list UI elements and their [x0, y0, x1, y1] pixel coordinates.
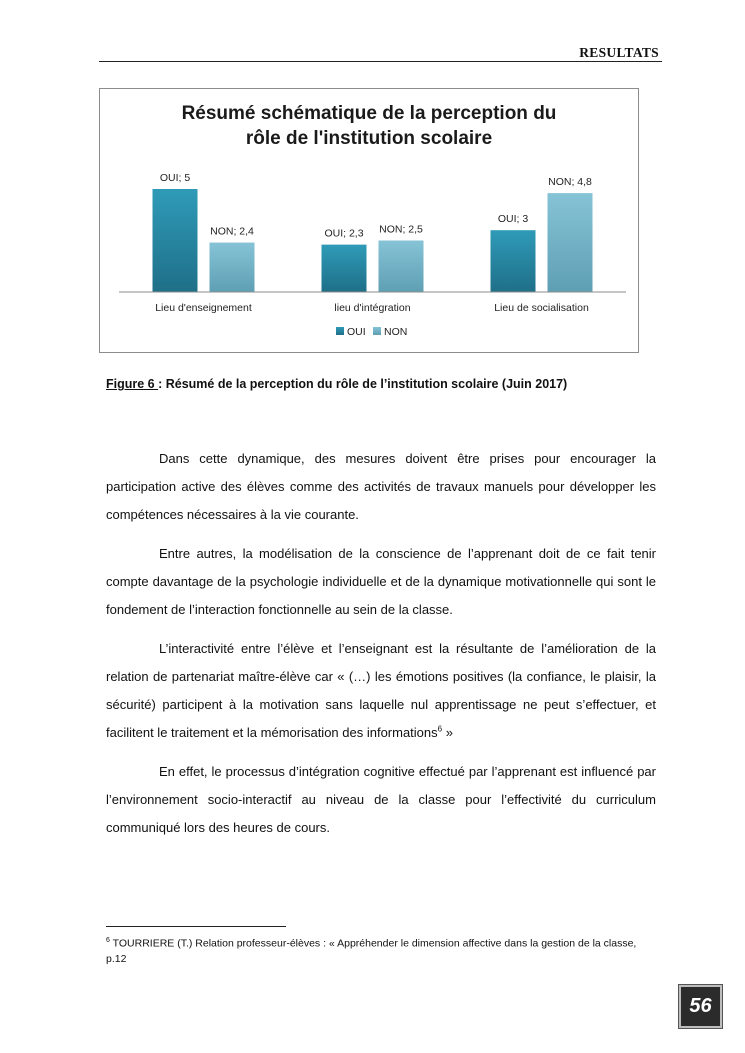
header-rule [99, 61, 662, 62]
bar-oui-lieu-d-enseignement [153, 189, 198, 292]
paragraph-3 [106, 635, 656, 747]
page-number: 56 [689, 995, 712, 1017]
chart-title-line-2: rôle de l'institution scolaire [245, 128, 493, 149]
data-label-non-lieu-d-enseignement: NON; 2,4 [210, 225, 254, 238]
body-text [106, 445, 656, 853]
footnote-number: 6 [106, 937, 110, 944]
figure-caption-text: : Résumé de la perception du rôle de l’institution scolaire (Juin 2017) [158, 377, 568, 391]
bar-oui-lieu-d-int-gration [322, 245, 367, 292]
bar-non-lieu-d-enseignement [210, 243, 255, 292]
chart-title-line-1: Résumé schématique de la perception du [181, 103, 557, 124]
bar-oui-lieu-de-socialisation [491, 230, 536, 292]
legend-swatch-oui [336, 327, 344, 335]
data-label-oui-lieu-de-socialisation: OUI; 3 [497, 213, 529, 226]
x-tick-label-lieu-d-enseignement: Lieu d'enseignement [155, 302, 252, 314]
legend-label-non: NON [384, 326, 408, 338]
page-number-box [679, 985, 722, 1028]
x-tick-label-lieu-d-int-gration: lieu d'intégration [334, 302, 411, 314]
bar-chart [100, 89, 638, 352]
paragraph-1: Dans cette dynamique, des mesures doivent être prises pour encourager la participation active des élèves comme des activités de travaux manuels pour développer les compétences nécessaires à la vie courante. [106, 451, 656, 522]
data-label-non-lieu-d-int-gration: NON; 2,5 [379, 223, 423, 236]
footnote-reference[interactable]: 6 [437, 724, 443, 734]
figure-caption [106, 377, 567, 391]
paragraph-3-end: » [442, 725, 453, 740]
data-label-oui-lieu-d-int-gration: OUI; 2,3 [324, 227, 364, 240]
paragraph-2: Entre autres, la modélisation de la conscience de l’apprenant doit de ce fait tenir compte davantage de la psychologie individuelle et de la dynamique motivationnelle qui sont le fondement de l’interaction fonctionnelle au sein de la classe. [106, 546, 656, 617]
legend-swatch-non [373, 327, 381, 335]
bar-non-lieu-de-socialisation [548, 193, 593, 292]
footnote-text: TOURRIERE (T.) Relation professeur-élèves : « Appréhender le dimension affective dans la gestion de la classe, p.12 [106, 937, 637, 965]
running-header: RESULTATS [579, 45, 659, 60]
legend-label-oui: OUI [347, 326, 366, 338]
paragraph-3-text: L’interactivité entre l’élève et l’enseignant est la résultante de l’amélioration de la relation de partenariat maître-élève car « (…) les émotions positives (la confiance, le plaisir, la sécurité) participent à la motivation sans laquelle nul apprentissage ne peut s’effectuer, et facilitent le traitement et la mémorisation des informations [106, 641, 656, 740]
data-label-non-lieu-de-socialisation: NON; 4,8 [548, 176, 592, 189]
chart-container [99, 88, 639, 353]
footnote-rule [106, 926, 286, 927]
paragraph-4: En effet, le processus d’intégration cognitive effectué par l’apprenant est influencé par l’environnement socio-interactif au niveau de la classe pour l’effectivité du curriculum communiqué lors des heures de cours. [106, 764, 656, 835]
footnote [106, 933, 656, 967]
x-tick-label-lieu-de-socialisation: Lieu de socialisation [494, 302, 589, 314]
bar-non-lieu-d-int-gration [379, 241, 424, 293]
data-label-oui-lieu-d-enseignement: OUI; 5 [159, 172, 191, 184]
figure-label: Figure 6 [106, 377, 159, 391]
